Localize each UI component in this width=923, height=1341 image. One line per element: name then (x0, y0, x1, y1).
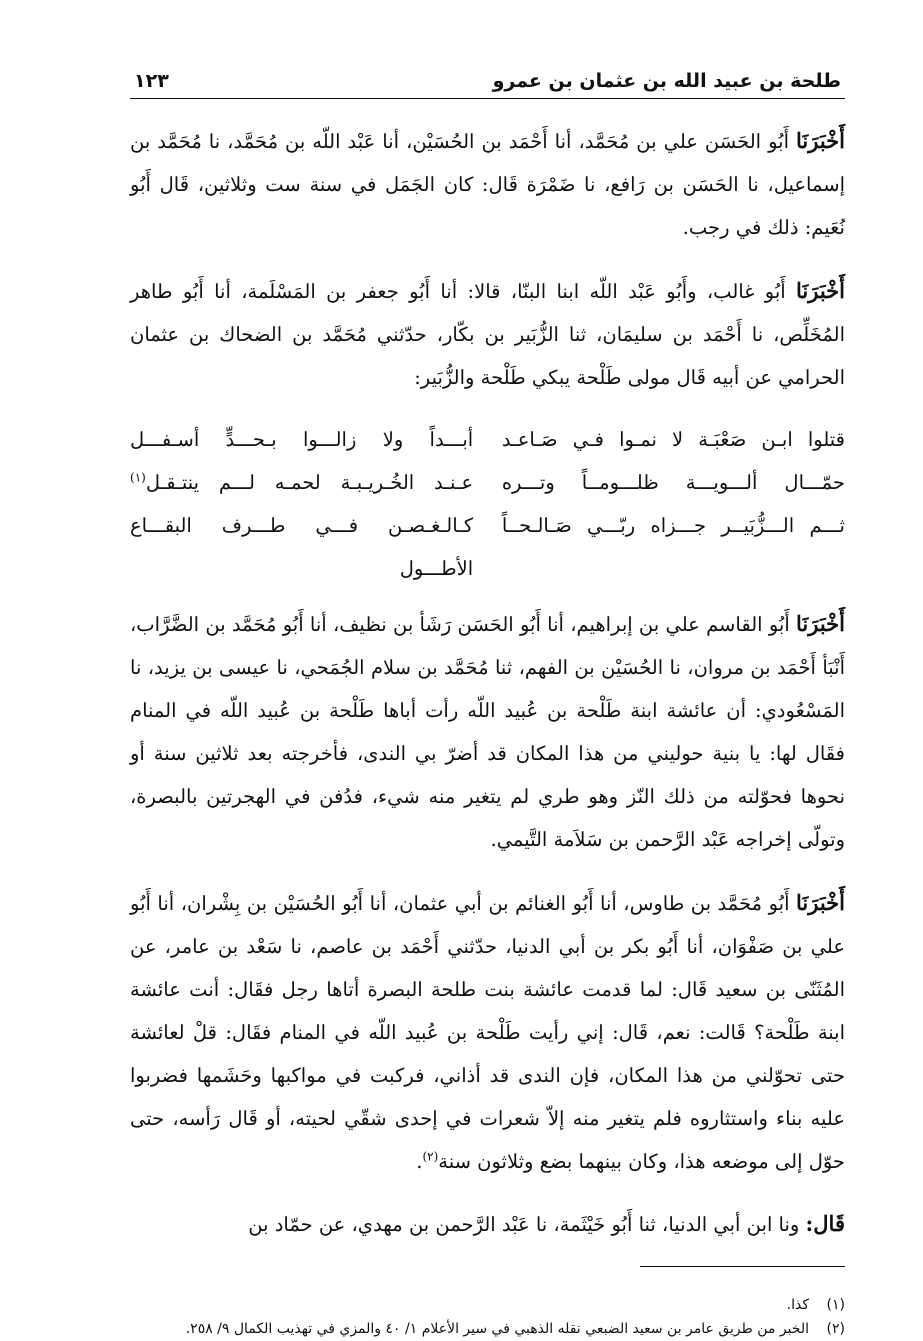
narration-lead: أَخْبَرَنَا (796, 128, 845, 153)
paragraph-text: أَبُو القاسم علي بن إبراهيم، أنا أَبُو الحَسَن رَشَأ بن نظيف، أنا أَبُو مُحَمَّد بن الضَّرَّاب، أَنْبَأ أَحْمَد بن مروان، نا الحُسَيْن بن الفهم، ثنا مُحَمَّد بن سلام الجُمَحي، نا عيسى بن يزيد، نا المَسْعُودي: أن عائشة ابنة طَلْحة بن عُبيد اللّه رأت أباها طَلْحة بن عُبيد اللّه في المنام فقَال لها: يا بنية حوليني من هذا المكان قد أضرّ بي الندى، فأخرجته بعد ثلاثين سنة أو نحوها فحوّلته من ذلك النّز وهو طري لم يتغير منه شيء، فدُفن في الهجرتين بالبصرة، وتولّى إخراجه عَبْد الرَّحمن بن سَلاَمة التَّيمي. (130, 613, 845, 851)
verse-second-hemistich: كـالـغـصـن فـــي طـــرف البقـــاع الأطـــول (130, 514, 474, 580)
running-header (130, 70, 845, 99)
paragraph-text: ونا ابن أبي الدنيا، ثنا أَبُو خَيْثَمة، نا عَبْد الرَّحمن بن مهدي، عن حمّاد بن (248, 1213, 806, 1236)
paragraph-3 (130, 602, 845, 861)
footnote-text: الخبر من طريق عامر بن سعيد الضبعي نقله الذهبي في سير الأعلام ١/ ٤٠ والمزي في تهذيب الكمال ٩/ ٢٥٨. (185, 1320, 809, 1337)
paragraph-1 (130, 119, 845, 249)
book-page (130, 70, 845, 1341)
paragraph-tail: . (416, 1149, 423, 1173)
verse-first-hemistich: حمّـــال ألـــويـــة ظلـــومــاً وتـــره (501, 471, 845, 494)
footnote-separator (640, 1266, 845, 1267)
poem-verse (130, 461, 845, 504)
footnote (130, 1293, 845, 1317)
footnote (130, 1317, 845, 1341)
narration-lead: أَخْبَرَنَا (796, 889, 845, 915)
footnote-ref: (١) (130, 470, 146, 485)
verse-second-hemistich: عـنـد الخُـريـبـة لحمـه لـــم ينتـقـل$^{(١)}$ (130, 470, 474, 494)
page-number: ١٢٣ (134, 70, 169, 92)
narration-lead: أَخْبَرَنَا (796, 611, 845, 636)
footnotes (130, 1293, 845, 1341)
paragraph-text: أَبُو الحَسَن علي بن مُحَمَّد، أنا أَحْمَد بن الحُسَيْن، أنا عَبْد اللّه بن مُحَمَّد، نا مُحَمَّد بن إسماعيل، نا الحَسَن بن رَافع، نا ضَمْرَة قَال: كان الجَمَل في سنة ست وثلاثين، قَال أَبُو نُعَيم: ذلك في رجب. (130, 130, 845, 239)
footnote-number: (٢) (826, 1320, 845, 1337)
poem (130, 418, 845, 590)
poem-verse (130, 418, 845, 461)
footnote-text: كذا. (786, 1296, 809, 1313)
narration-lead: قَال: (805, 1211, 845, 1236)
verse-second-hemistich: أبـــداً ولا زالـــوا بـحـــدٍّ أسـفـــل (130, 428, 474, 451)
verse-first-hemistich: قتلوا ابـن صَعْبَـة لا نمـوا فـي صَـاعـد (501, 428, 845, 451)
poem-verse (130, 504, 845, 590)
paragraph-2 (130, 269, 845, 399)
narration-lead: أَخْبَرَنَا (796, 277, 845, 303)
paragraph-text: أَبُو غالب، وأَبُو عَبْد اللّه ابنا البنّا، قالا: أنا أَبُو جعفر بن المَسْلَمة، أنا أَبُو طاهر المُخَلِّص، نا أَحْمَد بن سليمَان، ثنا الزُّبَير بن بكّار، حدّثني مُحَمَّد بن الضحاك بن عثمان الحرامي عن أبيه قَال مولى طَلْحة يبكي طَلْحة والزُّبَير: (130, 279, 845, 389)
chapter-title: طلحة بن عبيد الله بن عثمان بن عمرو (492, 70, 841, 92)
paragraph-4 (130, 881, 845, 1183)
verse-first-hemistich: ثـــم الـــزُّبَيــر جـــزاه ربّـــي صَـالـحــاً (501, 514, 845, 537)
paragraph-text: أَبُو مُحَمَّد بن طاوس، أنا أَبُو الغنائم بن أبي عثمان، أنا أَبُو الحُسَيْن بن بِشْران، أنا أَبُو علي بن صَفْوَان، أنا أَبُو بكر بن أبي الدنيا، حدّثني أَحْمَد بن عاصم، نا سَعْد بن عامر، عن المُثَنّى بن سعيد قَال: لما قدمت عائشة بنت طلحة البصرة أتاها رجل فقَال: أنت عائشة ابنة طَلْحة؟ قَالت: نعم، قَال: إني رأيت طَلْحة بن عُبيد اللّه في المنام فقَال: قلْ لعائشة حتى تحوّلني من هذا المكان، فإن الندى قد أذاني، فركبت في مواكبها وحَشَمها فضربوا عليه بناء واستثاروه فلم يتغير منه إلاّ شعرات في إحدى شقّي لحيته، أو قَال رَأسه، حتى حوّل إلى موضعه هذا، وكان بينهما بضع وثلاثون سنة (130, 891, 845, 1173)
paragraph-5 (130, 1202, 845, 1246)
footnote-number: (١) (826, 1296, 845, 1313)
footnote-ref: (٢) (422, 1149, 439, 1163)
